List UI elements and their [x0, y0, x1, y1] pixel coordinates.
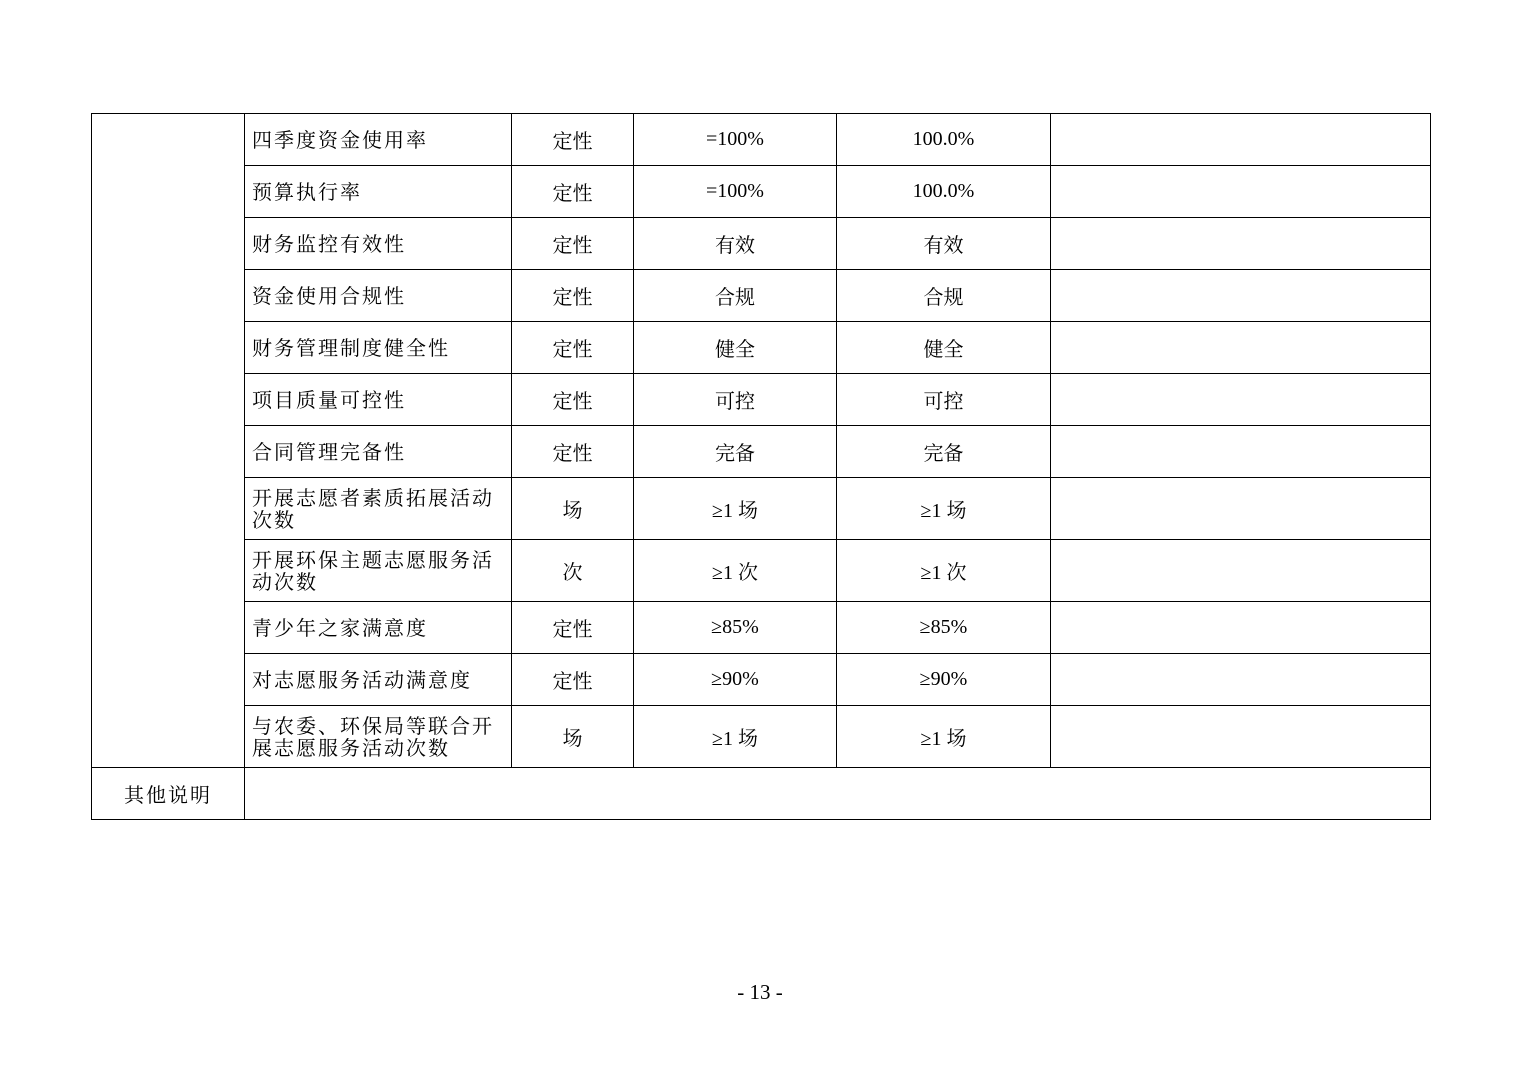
actual-value-cell: ≥1 场 [837, 478, 1051, 540]
indicator-cell: 合同管理完备性 [245, 426, 512, 478]
note-cell [1051, 602, 1431, 654]
indicator-cell: 青少年之家满意度 [245, 602, 512, 654]
indicator-cell: 资金使用合规性 [245, 270, 512, 322]
indicator-cell: 对志愿服务活动满意度 [245, 654, 512, 706]
target-value-cell: 有效 [634, 218, 837, 270]
actual-value-cell: 有效 [837, 218, 1051, 270]
table-row [92, 114, 1431, 166]
unit-cell: 次 [512, 540, 634, 602]
indicator-cell: 与农委、环保局等联合开展志愿服务活动次数 [245, 706, 512, 768]
table-row [92, 218, 1431, 270]
target-value-cell: 健全 [634, 322, 837, 374]
indicator-cell: 财务管理制度健全性 [245, 322, 512, 374]
unit-cell: 定性 [512, 322, 634, 374]
table-body [92, 114, 1431, 820]
target-value-cell: ≥1 场 [634, 706, 837, 768]
unit-cell: 定性 [512, 114, 634, 166]
unit-cell: 定性 [512, 602, 634, 654]
note-cell [1051, 706, 1431, 768]
table-row [92, 426, 1431, 478]
table-row [92, 478, 1431, 540]
actual-value-cell: 可控 [837, 374, 1051, 426]
actual-value-cell: 100.0% [837, 114, 1051, 166]
actual-value-cell: ≥1 次 [837, 540, 1051, 602]
actual-value-cell: 合规 [837, 270, 1051, 322]
table-row [92, 270, 1431, 322]
indicator-cell: 开展环保主题志愿服务活动次数 [245, 540, 512, 602]
indicator-cell: 预算执行率 [245, 166, 512, 218]
actual-value-cell: 100.0% [837, 166, 1051, 218]
note-cell [1051, 426, 1431, 478]
target-value-cell: ≥85% [634, 602, 837, 654]
other-notes-value [245, 768, 1431, 820]
table-row [92, 322, 1431, 374]
note-cell [1051, 374, 1431, 426]
target-value-cell: 完备 [634, 426, 837, 478]
table-row [92, 706, 1431, 768]
indicator-cell: 财务监控有效性 [245, 218, 512, 270]
table-row [92, 540, 1431, 602]
other-notes-row [92, 768, 1431, 820]
unit-cell: 定性 [512, 218, 634, 270]
note-cell [1051, 218, 1431, 270]
target-value-cell: ≥1 场 [634, 478, 837, 540]
target-value-cell: ≥1 次 [634, 540, 837, 602]
page-number: - 13 - [737, 980, 783, 1004]
actual-value-cell: ≥1 场 [837, 706, 1051, 768]
note-cell [1051, 270, 1431, 322]
unit-cell: 定性 [512, 270, 634, 322]
unit-cell: 定性 [512, 166, 634, 218]
indicator-cell: 四季度资金使用率 [245, 114, 512, 166]
target-value-cell: =100% [634, 166, 837, 218]
note-cell [1051, 478, 1431, 540]
other-notes-label: 其他说明 [92, 768, 245, 820]
target-value-cell: =100% [634, 114, 837, 166]
note-cell [1051, 114, 1431, 166]
actual-value-cell: ≥90% [837, 654, 1051, 706]
actual-value-cell: ≥85% [837, 602, 1051, 654]
note-cell [1051, 654, 1431, 706]
unit-cell: 场 [512, 706, 634, 768]
note-cell [1051, 322, 1431, 374]
table-row [92, 602, 1431, 654]
unit-cell: 场 [512, 478, 634, 540]
performance-indicator-table [91, 113, 1431, 820]
note-cell [1051, 166, 1431, 218]
table-row [92, 654, 1431, 706]
table-row [92, 166, 1431, 218]
actual-value-cell: 健全 [837, 322, 1051, 374]
unit-cell: 定性 [512, 654, 634, 706]
unit-cell: 定性 [512, 426, 634, 478]
indicator-cell: 项目质量可控性 [245, 374, 512, 426]
actual-value-cell: 完备 [837, 426, 1051, 478]
target-value-cell: 可控 [634, 374, 837, 426]
indicator-cell: 开展志愿者素质拓展活动次数 [245, 478, 512, 540]
target-value-cell: ≥90% [634, 654, 837, 706]
table-row [92, 374, 1431, 426]
unit-cell: 定性 [512, 374, 634, 426]
target-value-cell: 合规 [634, 270, 837, 322]
category-cell [92, 114, 245, 768]
note-cell [1051, 540, 1431, 602]
